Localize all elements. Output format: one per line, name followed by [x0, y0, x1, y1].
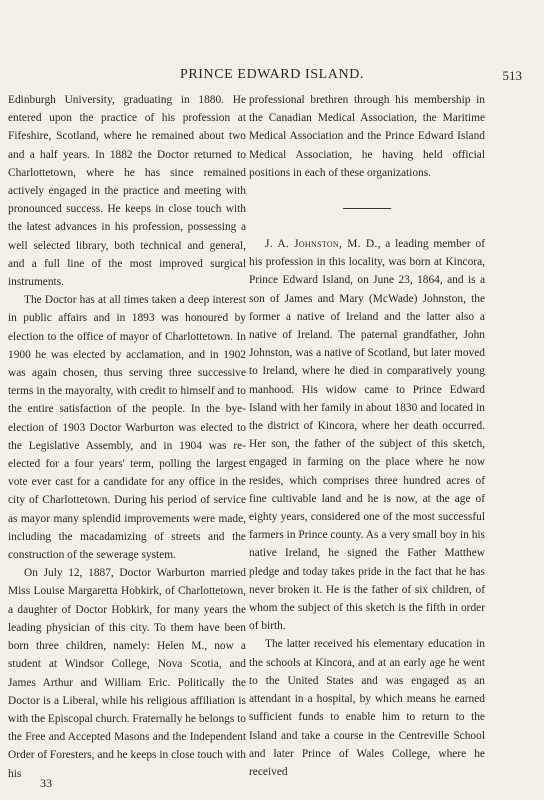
- left-paragraph-2: The Doctor has at all times taken a deep interest in public affairs and in 1893 was honoured by election to the office of mayor of Charlottetown. In 1900 he was elected by acclamation, and in 1902 was again chosen, thus serving three successive terms in the mayoralty, with credit to himself and to the entire satisfaction of the people. In the bye-election of 1903 Doctor Warburton was elected to the Legislative Assembly, and in 1904 was re-elected for a four years' term, polling the largest vote ever cast for a candidate for any office in the city of Charlottetown. During his period of service as mayor many splendid improvements were made, including the macadamizing of streets and the construction of the sewerage system.: [8, 294, 246, 562]
- right-continuation-paragraph: professional brethren through his membership in the Canadian Medical Association, the Maritime Medical Association and the Prince Edward Island Medical Association, he having held official positions in each of these organizations.: [249, 94, 485, 179]
- right-final-paragraph: The latter received his elementary education in the schools at Kincora, and at an early age he went to the United States and was engaged as an attendant in a hospital, by which means he earned sufficient funds to enable him to return to the Island and take a course in the Centreville School and later Prince of Wales College, where he received: [249, 638, 485, 778]
- left-paragraph-1: Edinburgh University, graduating in 1880. He entered upon the practice of his profession at Fifeshire, Scotland, where he remained about two and a half years. In 1882 the Doctor returned to Charlottetown, where he has since remained actively engaged in the practice and meeting with pronounced success. He keeps in close touch with the latest advances in his profession, possessing a well selected library, both technical and general, and a full line of the most improved surgical instruments.: [8, 94, 246, 289]
- entry-text: , a leading member of his profession in this locality, was born at Kincora, Prince Edward Island, on June 23, 1864, and is a son of James and Mary (McWade) Johnston, the former a native of Ireland and the latter also a native of Ireland. The paternal grandfather, John Johnston, was a native of Scotland, but later moved to Ireland, where he died in comparatively young manhood. His widow came to Prince Edward Island with her family in about 1830 and located in the district of Kincora, where her death occurred. Her son, the father of the subject of this sketch, engaged in farming on the place where he now resides, which comprises three hundred acres of fine cultivable land and he is now, at the age of eighty years, considered one of the most successful farmers in Prince county. As a very small boy in his native Ireland, he signed the Father Matthew pledge and today takes pride in the fact that he has never broken it. He is the father of six children, of whom the subject of this sketch is the fifth in order of birth.: [249, 238, 485, 633]
- entry-name: J. A. Johnston, M. D.: [265, 238, 378, 251]
- page-number: 513: [502, 68, 522, 83]
- signature-mark: 33: [40, 776, 52, 790]
- left-paragraph-3: On July 12, 1887, Doctor Warburton married Miss Louise Margaretta Hobkirk, of Charlottetown, a daughter of Doctor Hobkirk, for many years the leading physician of this city. To them have been born three children, namely: Helen M., now a student at Windsor College, Nova Scotia, and James Arthur and William Eric. Politically the Doctor is a Liberal, while his religious affiliation is with the Episcopal church. Fraternally he belongs to the Free and Accepted Masons and the Independent Order of Foresters, and he keeps in close touch with his: [8, 567, 246, 780]
- section-divider: [343, 208, 391, 209]
- right-column: [249, 91, 485, 781]
- left-column: [8, 91, 246, 783]
- running-head: PRINCE EDWARD ISLAND.: [179, 67, 365, 82]
- johnston-entry-paragraph: [249, 235, 485, 635]
